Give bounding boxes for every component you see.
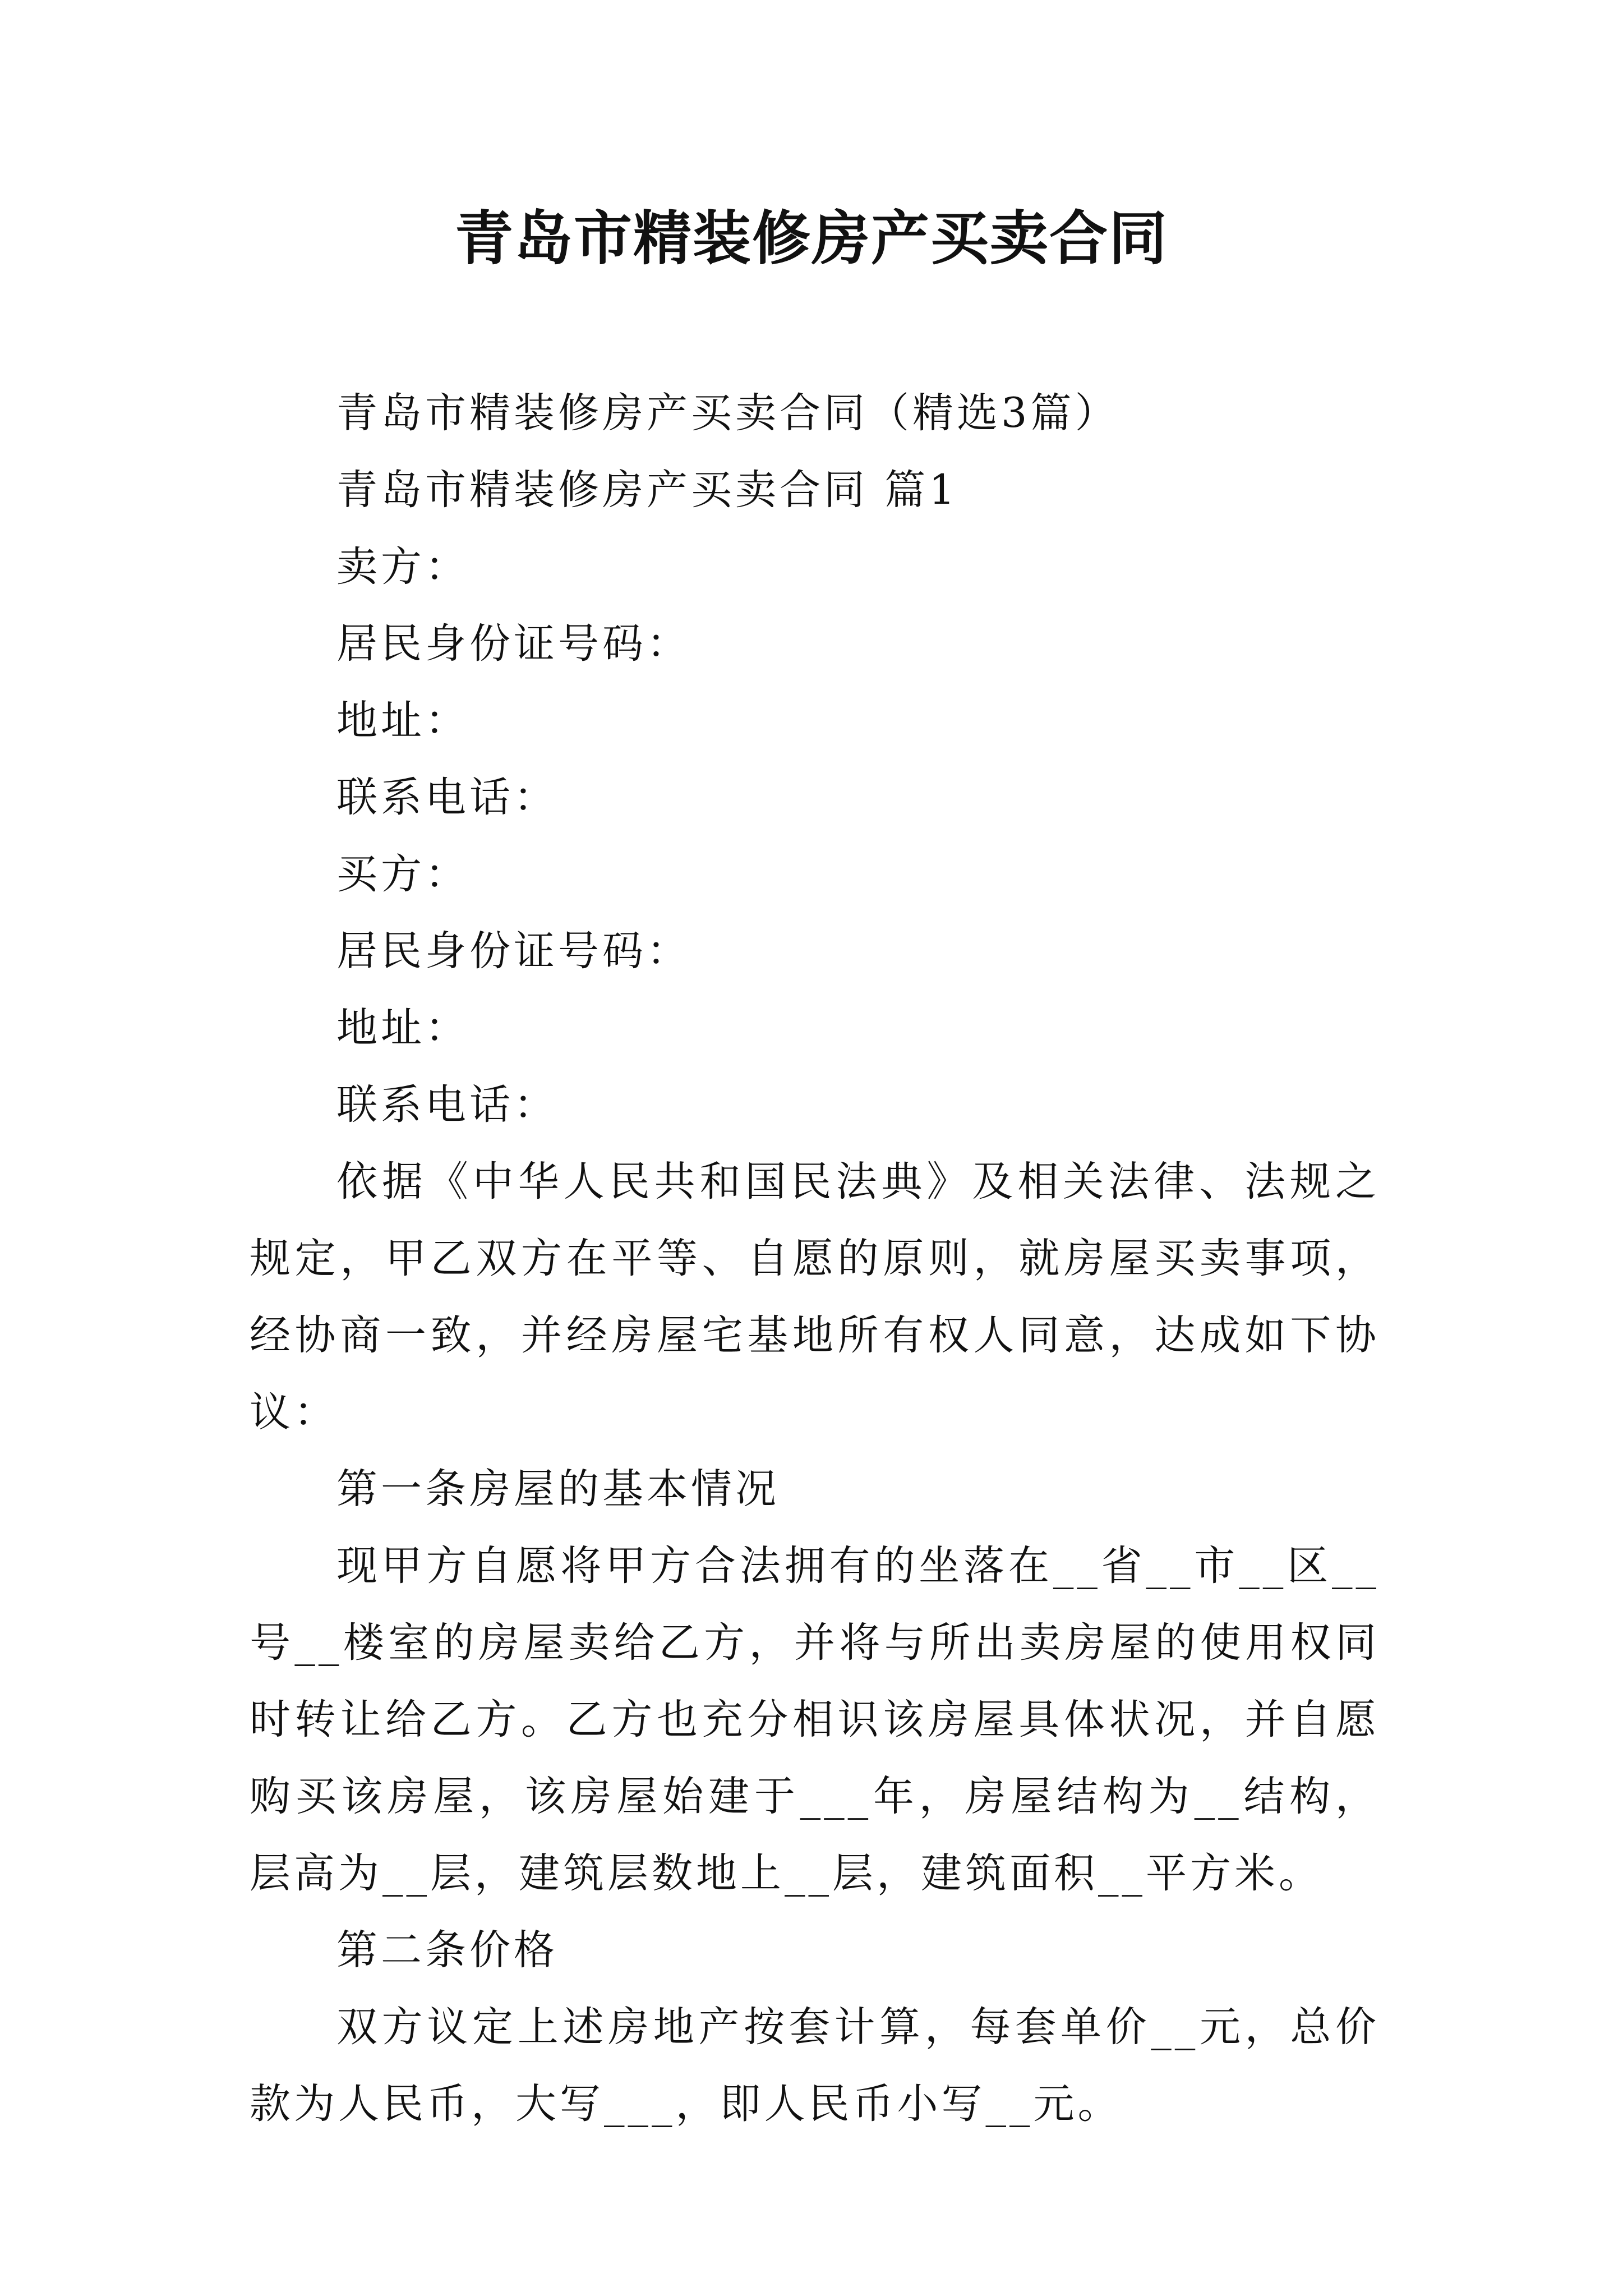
document-body [250,375,1380,2142]
paragraph-article-two-heading: 第二条价格 [336,1926,558,1974]
document-title: 青岛市精装修房产买卖合同 [454,204,1168,273]
paragraph-buyer-id-label: 居民身份证号码： [336,927,691,975]
paragraph-seller-address-label: 地址： [336,697,469,744]
paragraph-article-two-body: 双方议定上述房地产按套计算，每套单价__元，总价款为人民币，大写___，即人民币小写__元。 [250,2003,1380,2128]
paragraph-legal-basis: 依据《中华人民共和国民法典》及相关法律、法规之规定，甲乙双方在平等、自愿的原则，就房屋买卖事项，经协商一致，并经房屋宅基地所有权人同意，达成如下协议： [250,1158,1380,1436]
paragraph-seller-label: 卖方： [336,543,469,591]
paragraph-subtitle: 青岛市精装修房产买卖合同（精选3篇） [336,389,1119,437]
paragraph-article-one-body: 现甲方自愿将甲方合法拥有的坐落在__省__市__区__号__楼室的房屋卖给乙方，并将与所出卖房屋的使用权同时转让给乙方。乙方也充分相识该房屋具体状况，并自愿购买该房屋，该房屋始建于___年，房屋结构为__结构，层高为__层，建筑层数地上__层，建筑面积__平方米。 [250,1542,1380,1897]
paragraph-seller-id-label: 居民身份证号码： [336,620,691,668]
paragraph-buyer-label: 买方： [336,850,469,898]
paragraph-seller-phone-label: 联系电话： [336,774,558,821]
paragraph-buyer-phone-label: 联系电话： [336,1081,558,1129]
paragraph-buyer-address-label: 地址： [336,1004,469,1052]
paragraph-article-one-heading: 第一条房屋的基本情况 [336,1465,780,1513]
paragraph-section-heading: 青岛市精装修房产买卖合同 篇1 [336,466,958,514]
